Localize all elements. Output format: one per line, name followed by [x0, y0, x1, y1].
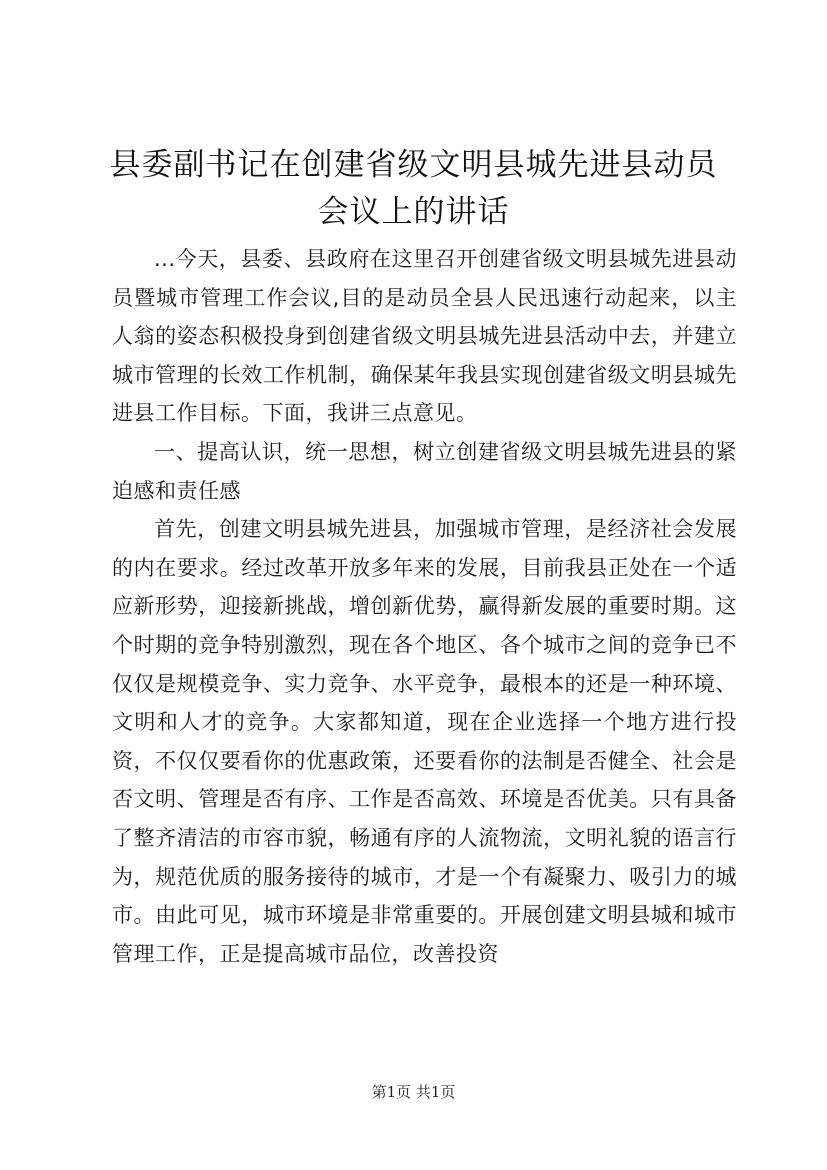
- document-title: 县委副书记在创建省级文明县城先进县动员会议上的讲话: [109, 147, 718, 230]
- paragraph-first-point: 首先，创建文明县城先进县，加强城市管理，是经济社会发展的内在要求。经过改革开放多年来的发展，目前我县正处在一个适应新形势，迎接新挑战，增创新优势，赢得新发展的重要时期。这个时期的竞争特别激烈，现在各个地区、各个城市之间的竞争已不仅仅是规模竞争、实力竞争、水平竞争，最根本的还是一种环境、文明和人才的竞争。大家都知道，现在企业选择一个地方进行投资，不仅仅要看你的优惠政策，还要看你的法制是否健全、社会是否文明、管理是否有序、工作是否高效、环境是否优美。只有具备了整齐清洁的市容市貌，畅通有序的人流物流，文明礼貌的语言行为，规范优质的服务接待的城市，才是一个有凝聚力、吸引力的城市。由此可见，城市环境是非常重要的。开展创建文明县城和城市管理工作，正是提高城市品位，改善投资: [112, 517, 737, 966]
- page-footer: 第1页 共1页: [371, 1083, 456, 1101]
- document-body: [112, 240, 737, 973]
- paragraph-section-heading: 一、提高认识，统一思想，树立创建省级文明县城先进县的紧迫感和责任感: [112, 439, 737, 503]
- paragraph-intro: ...今天，县委、县政府在这里召开创建省级文明县城先进县动员暨城市管理工作会议,目的是动员全县人民迅速行动起来，以主人翁的姿态积极投身到创建省级文明县城先进县活动中去，并建立城市管理的长效工作机制，确保某年我县实现创建省级文明县城先进县工作目标。下面，我讲三点意见。: [112, 247, 737, 426]
